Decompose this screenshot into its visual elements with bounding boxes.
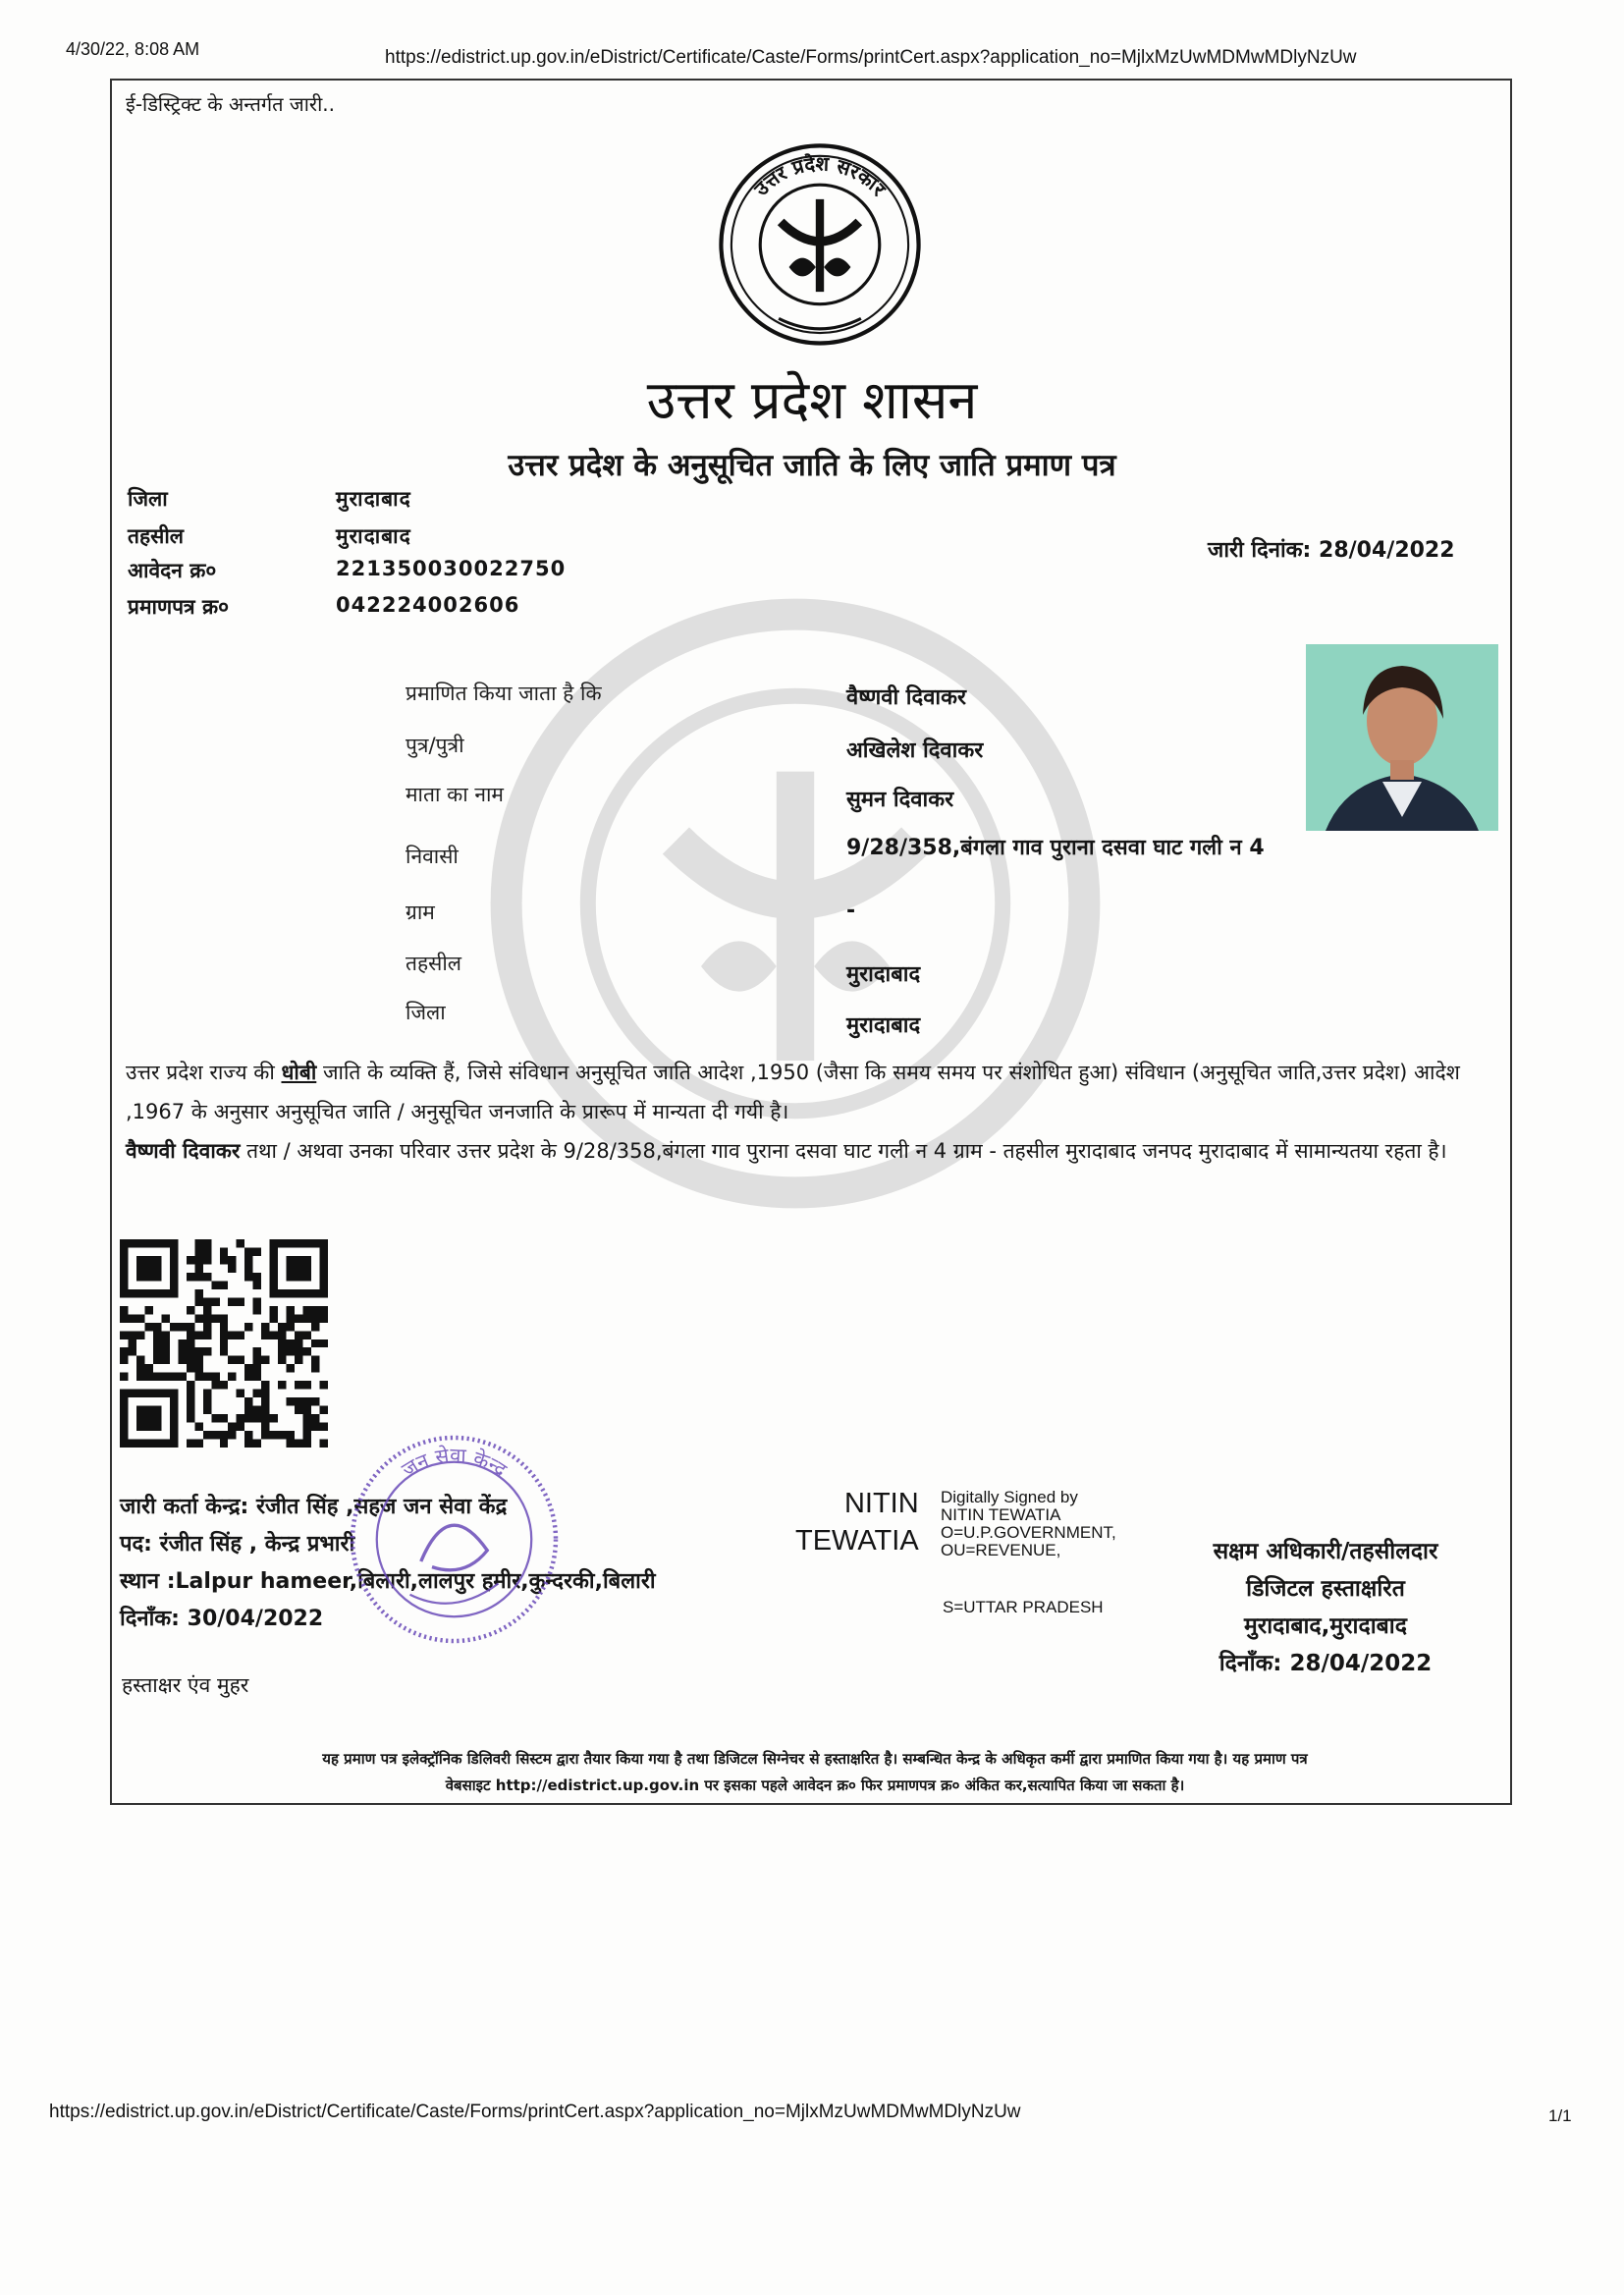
signature-seal-label: हस्ताक्षर एंव मुहर: [122, 1673, 249, 1697]
authority-date: दिनाँक: 28/04/2022: [1218, 1651, 1433, 1676]
residence-paragraph: [126, 1131, 1510, 1171]
meta-label-tehsil: तहसील: [128, 524, 184, 548]
row-label-certified: प्रमाणित किया जाता है कि: [406, 682, 602, 705]
page-number: 1/1: [1548, 2106, 1572, 2125]
meta-value-district: मुरादाबाद: [336, 487, 411, 511]
row-value-tehsil: मुरादाबाद: [846, 962, 921, 987]
digital-signer-first-name: NITIN: [843, 1488, 919, 1519]
dsig-line3: O=U.P.GOVERNMENT,: [941, 1523, 1116, 1542]
dsig-line4: OU=REVENUE,: [941, 1541, 1061, 1559]
authority-place: मुरादाबाद,मुरादाबाद: [1244, 1613, 1407, 1639]
print-footer-url: https://edistrict.up.gov.in/eDistrict/Certificate/Caste/Forms/printCert.aspx?application_no=MjlxMzUwMDMwMDlyNzUw: [49, 2102, 1021, 2122]
up-government-emblem: [717, 137, 923, 354]
issuer-post: पद: रंजीत सिंह , केन्द्र प्रभारी: [120, 1532, 355, 1557]
para2-rest: तथा / अथवा उनका परिवार उत्तर प्रदेश के 9/28/358,बंगला गाव पुराना दसवा घाट गली न 4 ग्राम - तहसील मुरादाबाद जनपद मुरादाबाद में सामान्यतया रहता है।: [240, 1139, 1447, 1163]
row-label-mother: माता का नाम: [406, 783, 504, 806]
para1-rest: जाति के व्यक्ति हैं, जिसे संविधान अनुसूचित जाति आदेश ,1950 (जैसा कि समय समय पर संशोधित हुआ) संविधान (अनुसूचित जाति,उत्तर प्रदेश) आदेश ,1967 के अनुसार अनुसूचित जाति / अनुसूचित जनजाति के प्रारूप में मान्यता दी गयी है।: [126, 1061, 1460, 1123]
digital-signer-last-name: TEWATIA: [795, 1525, 919, 1557]
row-label-district: जिला: [406, 1001, 446, 1024]
row-value-village: -: [846, 899, 856, 923]
center-seal-stamp: [344, 1429, 565, 1650]
svg-text:जन सेवा केन्द्र: [398, 1443, 512, 1481]
row-value-district: मुरादाबाद: [846, 1013, 921, 1038]
meta-value-tehsil: मुरादाबाद: [336, 524, 411, 548]
disclaimer-line2: वेबसाइट http://edistrict.up.gov.in पर इसका पहले आवेदन क्र० फिर प्रमाणपत्र क्र० अंकित कर,सत्यापित किया जा सकता है।: [445, 1776, 1185, 1794]
row-label-resident: निवासी: [406, 845, 459, 868]
issuer-center: जारी कर्ता केन्द्र: रंजीत सिंह ,सहज जन सेवा केंद्र: [120, 1495, 508, 1519]
row-value-mother: सुमन दिवाकर: [846, 788, 954, 812]
meta-label-district: जिला: [128, 487, 168, 511]
para1-lead: उत्तर प्रदेश राज्य की: [126, 1061, 282, 1084]
authority-signed: डिजिटल हस्ताक्षरित: [1246, 1576, 1405, 1602]
caste-statement-paragraph: [126, 1053, 1510, 1131]
print-datetime: 4/30/22, 8:08 AM: [66, 39, 200, 59]
authority-title: सक्षम अधिकारी/तहसीलदार: [1213, 1539, 1438, 1564]
meta-label-certificate-no: प्रमाणपत्र क्र०: [128, 595, 230, 619]
emblem-text: उत्तर प्रदेश सरकार: [749, 152, 891, 201]
meta-value-certificate-no: 042224002606: [336, 593, 520, 617]
issued-under-text: ई-डिस्ट्रिक्ट के अन्तर्गत जारी..: [126, 92, 335, 116]
government-title: उत्तर प्रदेश शासन: [646, 369, 978, 431]
meta-label-application-no: आवेदन क्र०: [128, 559, 217, 582]
caste-name: धोबी: [281, 1061, 317, 1084]
digital-signature-details: [941, 1489, 1116, 1559]
disclaimer: [128, 1746, 1502, 1799]
issue-date: जारी दिनांक: 28/04/2022: [1208, 538, 1455, 563]
row-value-name: वैष्णवी दिवाकर: [846, 685, 967, 710]
issuer-place: स्थान :Lalpur hameer,बिलारी,लालपुर हमीर,कुन्दरकी,बिलारी: [120, 1569, 656, 1594]
print-header-url: https://edistrict.up.gov.in/eDistrict/Certificate/Caste/Forms/printCert.aspx?application_no=MjlxMzUwMDMwMDlyNzUw: [385, 47, 1357, 68]
row-value-father: अखिलेश दिवाकर: [846, 738, 984, 763]
applicant-photo: [1306, 644, 1498, 831]
meta-value-application-no: 221350030022750: [336, 557, 567, 580]
dsig-state: S=UTTAR PRADESH: [943, 1598, 1104, 1616]
para2-name: वैष्णवी दिवाकर: [126, 1139, 241, 1163]
row-value-address: 9/28/358,बंगला गाव पुराना दसवा घाट गली न 4: [846, 836, 1265, 860]
dsig-line2: NITIN TEWATIA: [941, 1505, 1061, 1524]
seal-text: जन सेवा केन्द्र: [397, 1443, 512, 1482]
certificate-title: उत्तर प्रदेश के अनुसूचित जाति के लिए जाति प्रमाण पत्र: [508, 448, 1116, 483]
dsig-line1: Digitally Signed by: [941, 1488, 1078, 1506]
digital-signer-name: [795, 1485, 919, 1559]
row-label-village: ग्राम: [406, 901, 435, 924]
row-label-tehsil: तहसील: [406, 952, 461, 975]
disclaimer-line1: यह प्रमाण पत्र इलेक्ट्रॉनिक डिलिवरी सिस्टम द्वारा तैयार किया गया है तथा डिजिटल सिग्नेचर से हस्ताक्षरित है। सम्बन्धित केन्द्र के अधिकृत कर्मी द्वारा प्रमाणित किया गया है। यह प्रमाण पत्र: [322, 1750, 1308, 1768]
issuer-date: दिनाँक: 30/04/2022: [120, 1607, 324, 1631]
qr-code: [120, 1239, 328, 1448]
row-label-son-daughter: पुत्र/पुत्री: [406, 734, 464, 757]
